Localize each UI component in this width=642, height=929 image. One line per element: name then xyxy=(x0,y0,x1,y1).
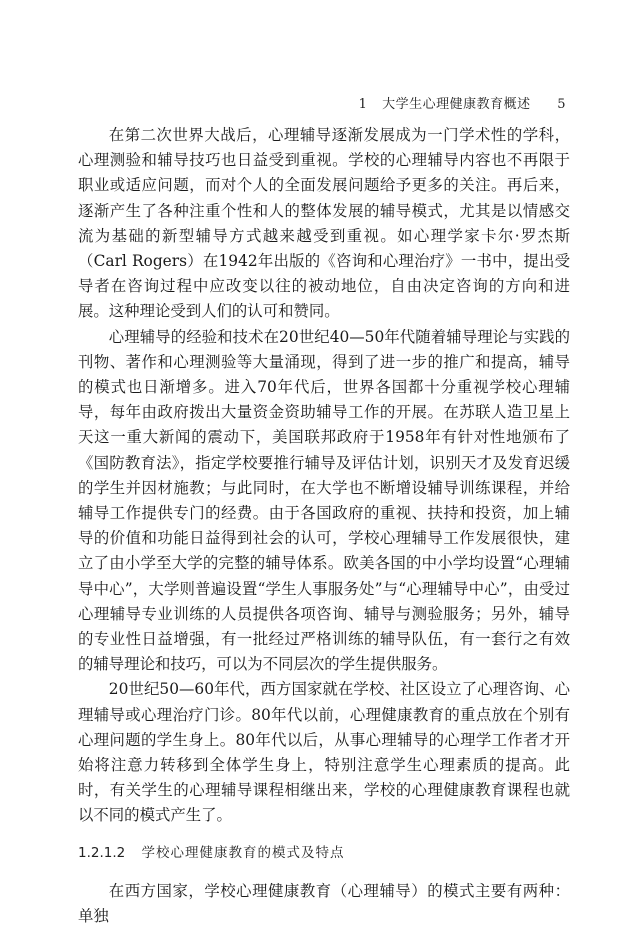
running-header xyxy=(359,93,566,112)
paragraph-western-models: 在西方国家，学校心理健康教育（心理辅导）的模式主要有两种：单独 xyxy=(78,881,570,925)
chapter-title: 大学生心理健康教育概述 xyxy=(382,97,531,112)
section-number: 1.2.1.2 xyxy=(78,844,126,861)
page-number: 5 xyxy=(557,97,566,112)
section-title: 学校心理健康教育的模式及特点 xyxy=(141,844,345,861)
section-heading xyxy=(78,843,570,863)
paragraph-1950s-1960s: 20世纪50—60年代，西方国家就在学校、社区设立了心理咨询、心理辅导或心理治疗门诊。80年代以前，心理健康教育的重点放在个别有心理问题的学生身上。80年代以后，从事心理辅导的心理学工作者才开始将注意力转移到全体学生身上，特别注意学生心理素质的提高。此时，有关学生的心理辅导课程相继出来，学校的心理健康教育课程也就以不同的模式产生了。 xyxy=(78,680,570,825)
chapter-number: 1 xyxy=(358,97,368,112)
body-text xyxy=(78,123,570,929)
paragraph-guidance-expansion: 心理辅导的经验和技术在20世纪40—50年代随着辅导理论与实践的刊物、著作和心理测验等大量涌现，得到了进一步的推广和提高，辅导的模式也日渐增多。进入70年代后，世界各国都十分重视学校心理辅导，每年由政府拨出大量资金资助辅导工作的开展。在苏联人造卫星上天这一重大新闻的震动下，美国联邦政府于1958年有针对性地颁布了《国防教育法》，指定学校要推行辅导及评估计划，识别天才及发育迟缓的学生并因材施教；与此同时，在大学也不断增设辅导训练课程，并给辅导工作提供专门的经费。由于各国政府的重视、扶持和投资，加上辅导的价值和功能日益得到社会的认可，学校心理辅导工作发展很快，建立了由小学至大学的完整的辅导体系。欧美各国的中小学均设置“心理辅导中心”，大学则普遍设置“学生人事服务处”与“心理辅导中心”，由受过心理辅导专业训练的人员提供各项咨询、辅导与测验服务；另外，辅导的专业性日益增强，有一批经过严格训练的辅导队伍，有一套行之有效的辅导理论和技巧，可以为不同层次的学生提供服务。 xyxy=(78,327,570,674)
paragraph-postwar-development: 在第二次世界大战后，心理辅导逐渐发展成为一门学术性的学科，心理测验和辅导技巧也日益受到重视。学校的心理辅导内容也不再限于职业或适应问题，而对个人的全面发展问题给予更多的关注。再后来，逐渐产生了各种注重个性和人的整体发展的辅导模式，尤其是以情感交流为基础的新型辅导方式越来越受到重视。如心理学家卡尔·罗杰斯（Carl Rogers）在1942年出版的《咨询和心理治疗》一书中，提出受导者在咨询过程中应改变以往的被动地位，自由决定咨询的方向和进展。这种理论受到人们的认可和赞同。 xyxy=(78,126,570,321)
